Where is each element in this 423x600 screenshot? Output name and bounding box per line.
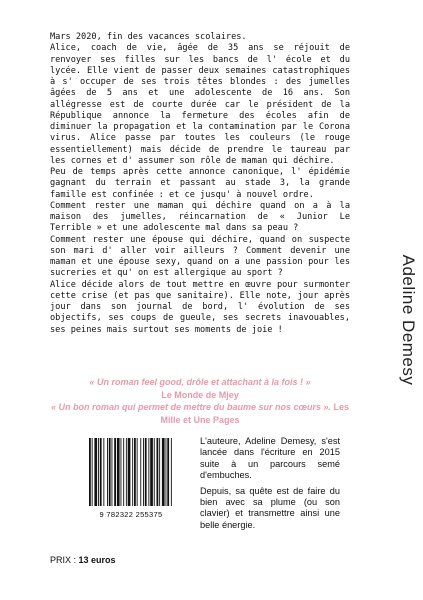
barcode-bar bbox=[128, 438, 131, 506]
barcode-bar bbox=[145, 438, 147, 506]
price-label: PRIX : bbox=[50, 555, 77, 565]
barcode-bar bbox=[143, 438, 144, 506]
barcode-bar bbox=[94, 438, 97, 506]
barcode-bar bbox=[126, 438, 127, 506]
quote-1-part-5: à la fois ! » bbox=[261, 377, 311, 387]
quote-1-part-2: drôle bbox=[186, 377, 209, 387]
quote-1-source: Le Monde de Mjey bbox=[161, 389, 239, 400]
barcode-bar bbox=[159, 438, 160, 506]
author-bio-paragraph-1: L'auteure, Adeline Demesy, s'est lancée dans l'écriture en 2015 suite à un parcours semé d'embuches. bbox=[200, 436, 340, 481]
price-value: 13 euros bbox=[78, 555, 116, 565]
barcode-bar bbox=[157, 438, 159, 506]
barcode-bar bbox=[148, 438, 149, 506]
barcode-bar bbox=[89, 438, 91, 506]
barcode-bar bbox=[166, 438, 167, 506]
barcode-bar bbox=[162, 438, 165, 506]
quote-2-text: « Un bon roman qui permet de mettre du baume sur nos cœurs ». bbox=[50, 402, 332, 412]
barcode bbox=[85, 436, 177, 508]
barcode-bar bbox=[150, 438, 153, 506]
barcode-bar bbox=[112, 438, 113, 506]
quote-1-part-1: « Un roman feel good, bbox=[89, 377, 187, 387]
barcode-bar bbox=[117, 438, 120, 506]
barcode-bar bbox=[134, 438, 136, 506]
press-quotes bbox=[50, 376, 350, 426]
synopsis-text: Mars 2020, fin des vacances scolaires. Alice, coach de vie, âgée de 35 ans se réjouit de renvoyer ses filles sur les bancs de l' école et du lycée. Elle vient de passer deux semaines catastrophiques à s' occuper de ses trois têtes blondes : des jumelles âgées de 5 ans et une adolescente de 16 ans. Son allégresse est de courte durée car le président de la République annonce la fermeture des écoles afin de diminuer la propagation et la contamination par le Corona virus. Alice passe par toutes les couleurs (le rouge essentiellement) mais décide de prendre le taureau par les cornes et d' assumer son rôle de maman qui déchire. Peu de temps après cette annonce canonique, l' épidémie gagnant du terrain et passant au stade 3, la grande famille est confinée : et ce jusqu' à nouvel ordre. Comment rester une maman qui déchire quand on a à la maison des jumelles, réincarnation de « Junior Le Terrible » et une adolescente mal dans sa peau ? Comment rester une épouse qui déchire, quand on suspecte son mari d' aller voir ailleurs ? Comment devenir une maman et une épouse sexy, quand on a une passion pour les sucreries et qu' on est allergique au sport ? Alice décide alors de tout mettre en œuvre pour surmonter cette crise (et pas que sanitaire). Elle note, jour après jour dans son journal de bord, l' évolution de ses objectifs, ses coups de gueule, ses secrets inavouables, ses peines mais surtout ses moments de joie ! bbox=[50, 32, 350, 335]
barcode-bar bbox=[109, 438, 111, 506]
author-bio bbox=[200, 436, 340, 535]
barcode-bar bbox=[100, 438, 102, 506]
price bbox=[50, 555, 116, 565]
barcode-bar bbox=[114, 438, 116, 506]
barcode-bar bbox=[140, 438, 141, 506]
barcode-bar bbox=[107, 438, 108, 506]
isbn-number: 9 782322 255375 bbox=[99, 510, 163, 519]
barcode-bar bbox=[123, 438, 124, 506]
quote-1-part-4: attachant bbox=[221, 377, 262, 387]
barcode-bar bbox=[98, 438, 99, 506]
barcode-bar bbox=[121, 438, 122, 506]
barcode-bar bbox=[103, 438, 104, 506]
quote-2 bbox=[50, 401, 350, 426]
barcode-bar bbox=[167, 438, 169, 506]
barcode-bars bbox=[85, 436, 177, 508]
barcode-bar bbox=[154, 438, 155, 506]
quote-2-source: Les Mille et Une Pages bbox=[160, 402, 350, 425]
quote-1-part-3: et bbox=[208, 377, 222, 387]
author-bio-paragraph-2: Depuis, sa quête est de faire du bien avec sa plume (ou son clavier) et transmettre ainsi une belle énergie. bbox=[200, 485, 340, 530]
quote-1 bbox=[50, 376, 350, 389]
barcode-bar bbox=[171, 438, 172, 506]
barcode-bar bbox=[92, 438, 93, 506]
barcode-bar bbox=[132, 438, 133, 506]
spine-author-name: Adeline Demesy bbox=[399, 254, 418, 386]
barcode-bar bbox=[137, 438, 138, 506]
